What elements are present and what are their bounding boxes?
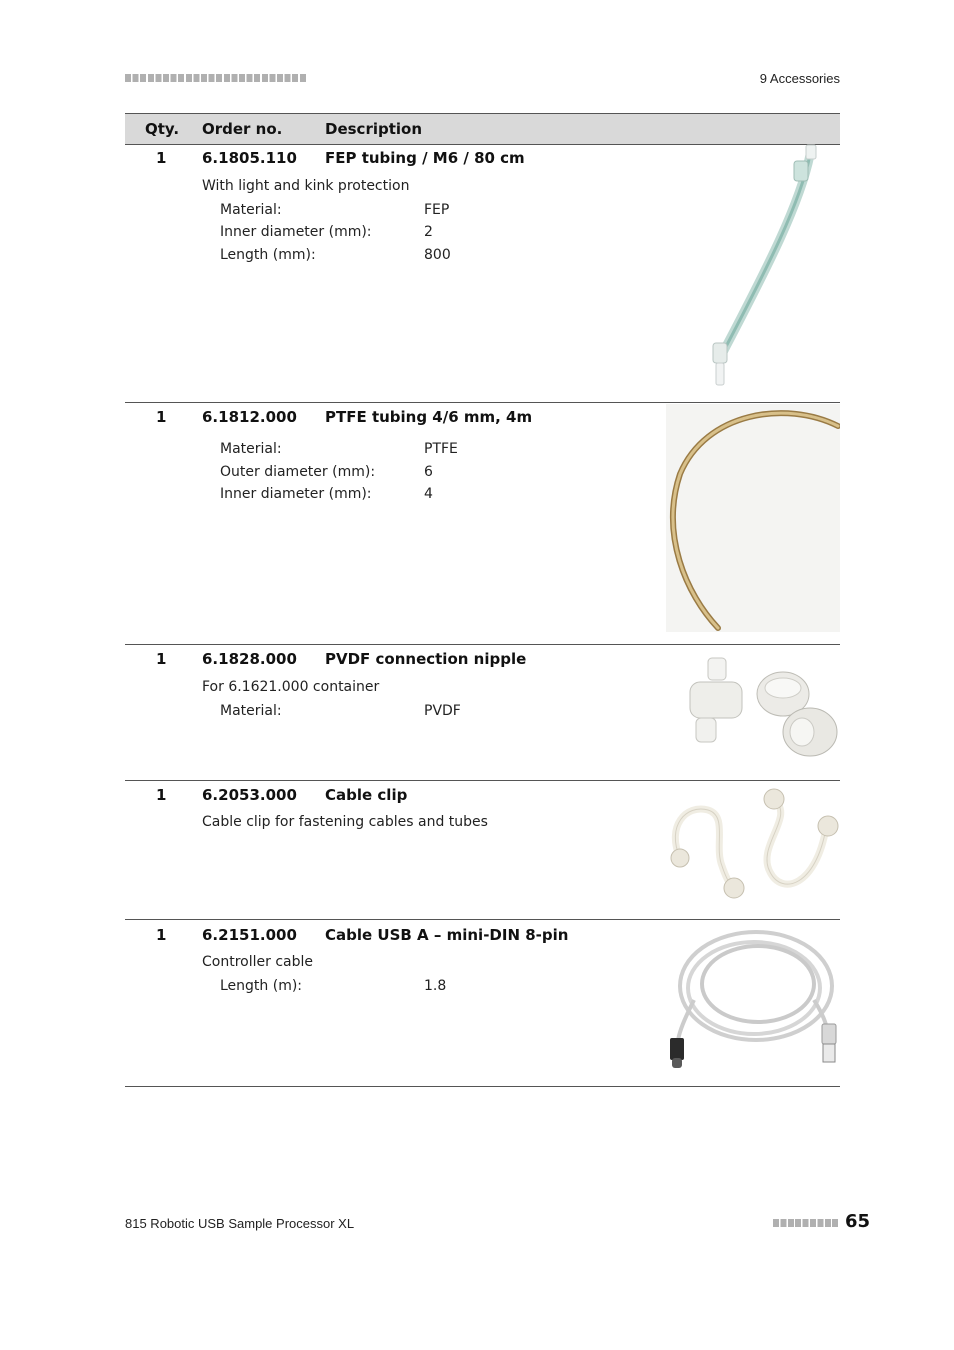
- section-title: 9 Accessories: [759, 71, 840, 86]
- header-decoration: [125, 74, 307, 82]
- ptfe-tubing-image: [666, 404, 840, 632]
- spec-value: 2: [424, 224, 433, 240]
- row-divider: [125, 644, 840, 645]
- row-subtitle: Controller cable: [202, 954, 313, 970]
- spec-label: Inner diameter (mm):: [220, 486, 372, 502]
- spec-value: FEP: [424, 202, 450, 218]
- spec-label: Material:: [220, 441, 282, 457]
- row-qty: 1: [156, 786, 167, 804]
- document-title: 815 Robotic USB Sample Processor XL: [125, 1216, 355, 1231]
- column-order-no: Order no.: [202, 120, 283, 138]
- row-subtitle: With light and kink protection: [202, 178, 410, 194]
- row-title: Cable USB A – mini-DIN 8-pin: [325, 926, 569, 944]
- row-qty: 1: [156, 650, 167, 668]
- row-divider: [125, 402, 840, 403]
- page-number: 65: [845, 1211, 871, 1232]
- row-order-no: 6.1828.000: [202, 650, 297, 668]
- row-title: FEP tubing / M6 / 80 cm: [325, 149, 525, 167]
- row-order-no: 6.1812.000: [202, 408, 297, 426]
- table-bottom-border: [125, 1086, 840, 1087]
- spec-label: Inner diameter (mm):: [220, 224, 372, 240]
- row-qty: 1: [156, 926, 167, 944]
- spec-label: Outer diameter (mm):: [220, 464, 376, 480]
- row-qty: 1: [156, 149, 167, 167]
- usb-cable-image: [664, 920, 840, 1076]
- spec-label: Material:: [220, 202, 282, 218]
- spec-value: 800: [424, 247, 451, 263]
- pvdf-nipple-image: [668, 652, 840, 768]
- fep-tubing-image: [670, 143, 840, 393]
- row-order-no: 6.2151.000: [202, 926, 297, 944]
- row-subtitle: Cable clip for fastening cables and tubes: [202, 814, 488, 830]
- spec-value: PTFE: [424, 441, 458, 457]
- spec-value: 4: [424, 486, 433, 502]
- row-title: PVDF connection nipple: [325, 650, 527, 668]
- spec-label: Length (m):: [220, 978, 303, 994]
- footer-decoration: [773, 1219, 839, 1227]
- table-header: [125, 113, 840, 145]
- row-order-no: 6.2053.000: [202, 786, 297, 804]
- column-description: Description: [325, 120, 423, 138]
- row-subtitle: For 6.1621.000 container: [202, 679, 380, 695]
- spec-label: Length (mm):: [220, 247, 316, 263]
- spec-value: 6: [424, 464, 433, 480]
- spec-value: 1.8: [424, 978, 447, 994]
- row-qty: 1: [156, 408, 167, 426]
- row-divider: [125, 780, 840, 781]
- row-title: PTFE tubing 4/6 mm, 4m: [325, 408, 533, 426]
- row-order-no: 6.1805.110: [202, 149, 297, 167]
- row-title: Cable clip: [325, 786, 408, 804]
- spec-value: PVDF: [424, 703, 461, 719]
- cable-clip-image: [666, 786, 840, 908]
- column-qty: Qty.: [145, 120, 180, 138]
- spec-label: Material:: [220, 703, 282, 719]
